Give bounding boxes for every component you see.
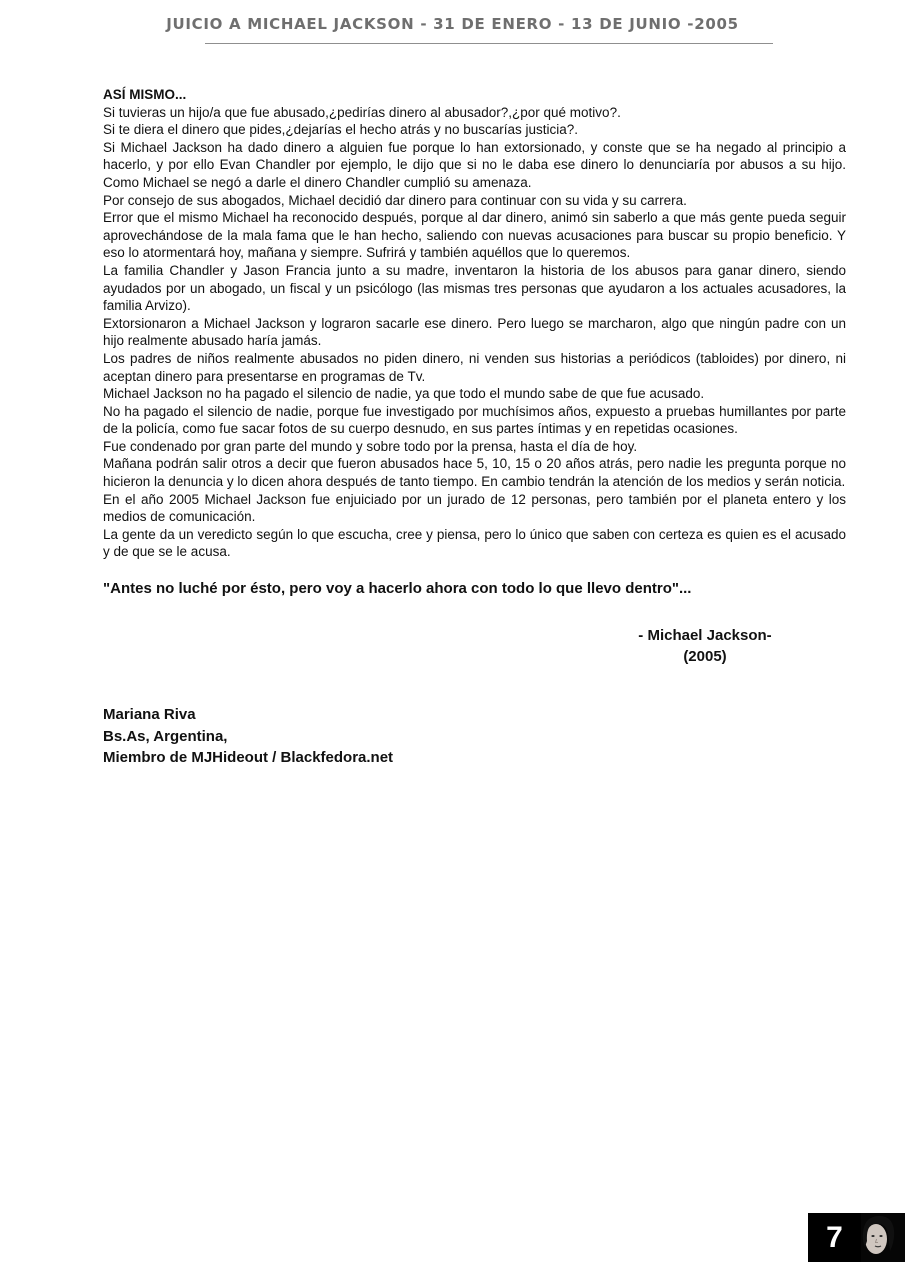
body-paragraph: En el año 2005 Michael Jackson fue enjuiciado por un jurado de 12 personas, pero también por el planeta entero y los medios de comunicación. bbox=[103, 491, 846, 525]
quote-attribution bbox=[605, 625, 805, 667]
page-number-box bbox=[808, 1213, 861, 1262]
quote-text: "Antes no luché por ésto, pero voy a hacerlo ahora con todo lo que llevo dentro"... bbox=[103, 580, 692, 598]
body-paragraph: Por consejo de sus abogados, Michael decidió dar dinero para continuar con su vida y su carrera. bbox=[103, 192, 687, 208]
body-paragraph: Si tuvieras un hijo/a que fue abusado,¿pedirías dinero al abusador?,¿por qué motivo?. bbox=[103, 104, 621, 120]
attribution-year: (2005) bbox=[683, 648, 727, 666]
body-paragraph: La gente da un veredicto según lo que escucha, cree y piensa, pero lo único que saben con certeza es quien es el acusado y de que se le acusa. bbox=[103, 526, 846, 560]
body-paragraph: Error que el mismo Michael ha reconocido después, porque al dar dinero, animó sin saberlo a que más gente pueda seguir aprovechándose de la mala fama que le han hecho, saliendo con nuevas acusaciones para buscar su propio beneficio. Y eso lo atormentará hoy, mañana y siempre. Sufrirá y también aquéllos que lo queremos. bbox=[103, 210, 846, 261]
body-paragraph: Mañana podrán salir otros a decir que fueron abusados hace 5, 10, 15 o 20 años atrás, pero nadie les pregunta porque no hicieron la denuncia y lo dicen ahora después de tanto tiempo. En cambio tendrán la atención de los medios y serán noticia. bbox=[103, 456, 846, 490]
body-paragraph: Los padres de niños realmente abusados no piden dinero, ni venden sus historias a periódicos (tabloides) por dinero, ni aceptan dinero para presentarse en programas de Tv. bbox=[103, 350, 846, 384]
portrait-image bbox=[861, 1213, 905, 1262]
body-paragraph: Extorsionaron a Michael Jackson y lograron sacarle ese dinero. Pero luego se marcharon, algo que ningún padre con un hijo realmente abusado haría jamás. bbox=[103, 315, 846, 349]
body-paragraph: Si Michael Jackson ha dado dinero a alguien fue porque lo han extorsionado, y conste que se ha negado al principio a hacerlo, y por ello Evan Chandler por ejemplo, le dijo que si no le daba ese dinero lo denunciaría por abusos a su hijo. Como Michael se negó a darle el dinero Chandler cumplió su amenaza. bbox=[103, 139, 846, 190]
signature-block bbox=[103, 704, 846, 769]
document-body bbox=[103, 86, 846, 769]
body-paragraph: Si te diera el dinero que pides,¿dejarías el hecho atrás y no buscarías justicia?. bbox=[103, 122, 579, 138]
body-paragraph: Michael Jackson no ha pagado el silencio de nadie, ya que todo el mundo sabe de que fue acusado. bbox=[103, 386, 705, 402]
header-title: JUICIO A MICHAEL JACKSON - 31 DE ENERO - 13 DE JUNIO -2005 bbox=[166, 15, 739, 33]
signature-membership: Miembro de MJHideout / Blackfedora.net bbox=[103, 749, 394, 767]
attribution-name: - Michael Jackson- bbox=[638, 627, 772, 645]
body-paragraph: No ha pagado el silencio de nadie, porque fue investigado por muchísimos años, expuesto a pruebas humillantes por parte de la policía, como fue sacar fotos de su cuerpo desnudo, en sus partes íntimas y en repetidas ocasiones. bbox=[103, 403, 846, 437]
michael-jackson-photo bbox=[861, 1213, 905, 1262]
signature-location: Bs.As, Argentina, bbox=[103, 727, 228, 745]
signature-name: Mariana Riva bbox=[103, 706, 196, 724]
page-header bbox=[0, 0, 905, 44]
body-paragraph: Fue condenado por gran parte del mundo y sobre todo por la prensa, hasta el día de hoy. bbox=[103, 438, 638, 454]
header-divider bbox=[205, 43, 773, 44]
body-paragraph: La familia Chandler y Jason Francia junto a su madre, inventaron la historia de los abusos para ganar dinero, siendo ayudados por un abogado, un fiscal y un psicólogo (las mismas tres personas que ayudaron a los actuales acusadores, la familia Arvizo). bbox=[103, 262, 846, 314]
lead-heading: ASÍ MISMO... bbox=[103, 87, 187, 102]
page-number: 7 bbox=[826, 1220, 843, 1254]
